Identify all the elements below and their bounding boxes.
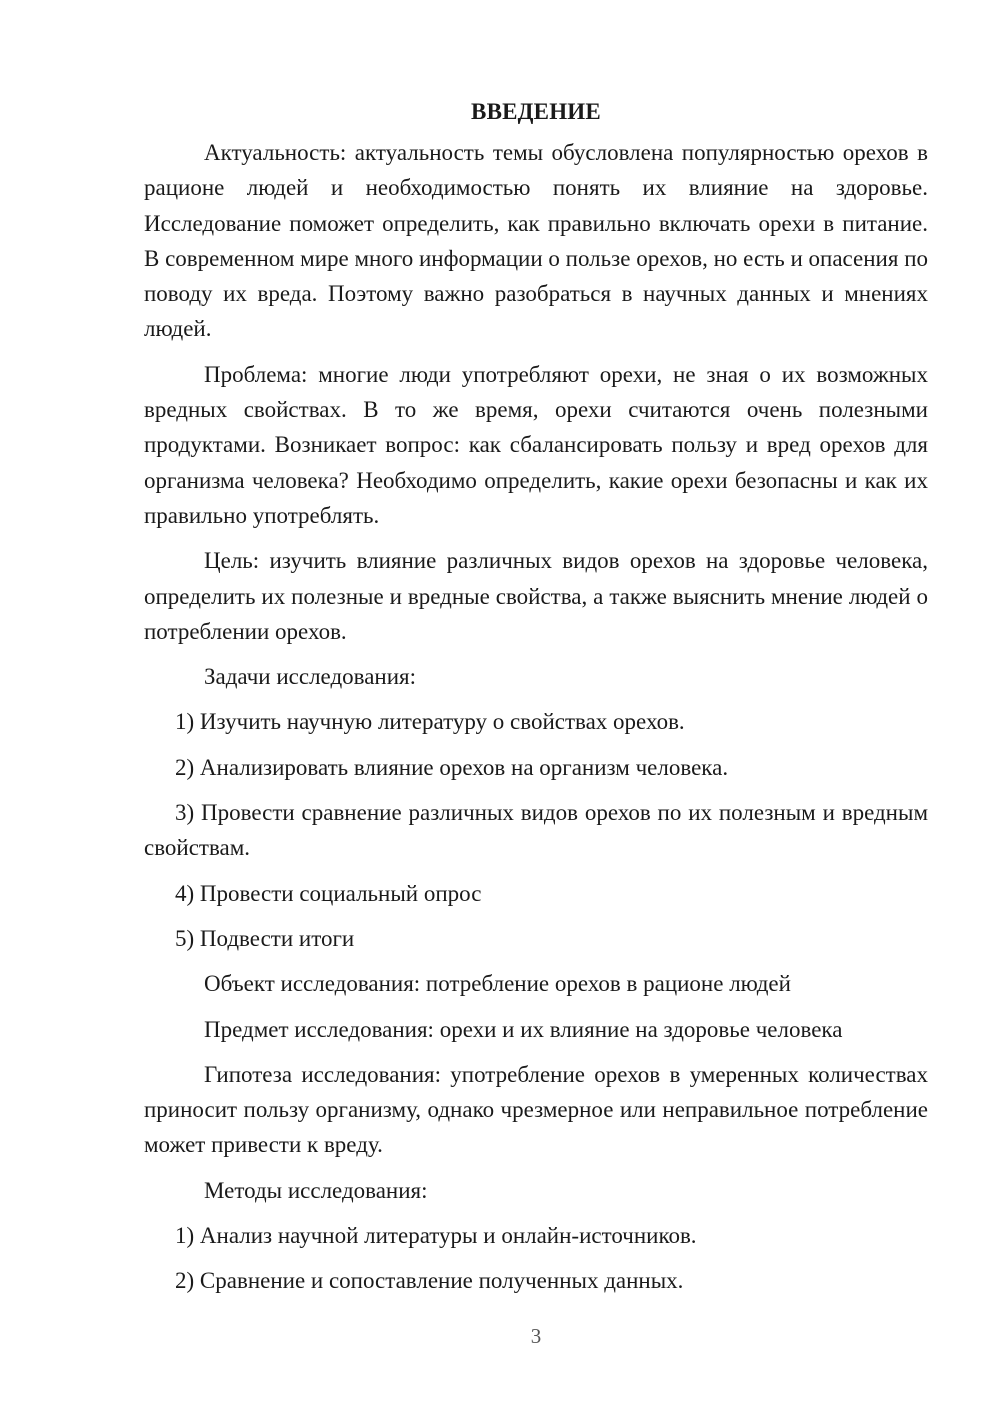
task-item-4: 4) Провести социальный опрос [175, 880, 482, 906]
hypothesis-paragraph: Гипотеза исследования: употребление орехов в умеренных количествах приносит пользу организму, однако чрезмерное или неправильное потребление может привести к вреду. [144, 1061, 928, 1158]
tasks-heading: Задачи исследования: [204, 664, 417, 690]
task-item-2: 2) Анализировать влияние орехов на организм человека. [175, 754, 729, 780]
goal-paragraph: Цель: изучить влияние различных видов орехов на здоровье человека, определить их полезные и вредные свойства, а также выяснить мнение людей о потреблении орехов. [144, 548, 928, 644]
page-title: ВВЕДЕНИЕ [471, 99, 601, 124]
methods-heading: Методы исследования: [204, 1177, 428, 1203]
method-item-1: 1) Анализ научной литературы и онлайн-источников. [175, 1223, 697, 1249]
problem-paragraph: Проблема: многие люди употребляют орехи, не зная о их возможных вредных свойствах. В то же время, орехи считаются очень полезными продуктами. Возникает вопрос: как сбалансировать пользу и вред орехов для организма человека? Необходимо определить, какие орехи безопасны и как их правильно употреблять. [144, 361, 928, 528]
research-object: Объект исследования: потребление орехов в рационе людей [204, 971, 791, 997]
method-item-2: 2) Сравнение и сопоставление полученных данных. [175, 1268, 684, 1294]
task-item-1: 1) Изучить научную литературу о свойствах орехов. [175, 709, 685, 735]
task-item-3: 3) Провести сравнение различных видов орехов по их полезным и вредным свойствам. [144, 800, 928, 861]
research-subject: Предмет исследования: орехи и их влияние на здоровье человека [204, 1016, 843, 1042]
task-item-5: 5) Подвести итоги [175, 925, 355, 951]
document-page [144, 94, 928, 1309]
relevance-paragraph: Актуальность: актуальность темы обусловлена популярностью орехов в рационе людей и необходимостью понять их влияние на здоровье. Исследование поможет определить, как правильно включать орехи в питание. В современном мире много информации о пользе орехов, но есть и опасения по поводу их вреда. Поэтому важно разобраться в научных данных и мнениях людей. [144, 140, 928, 342]
page-number: 3 [530, 1324, 542, 1348]
